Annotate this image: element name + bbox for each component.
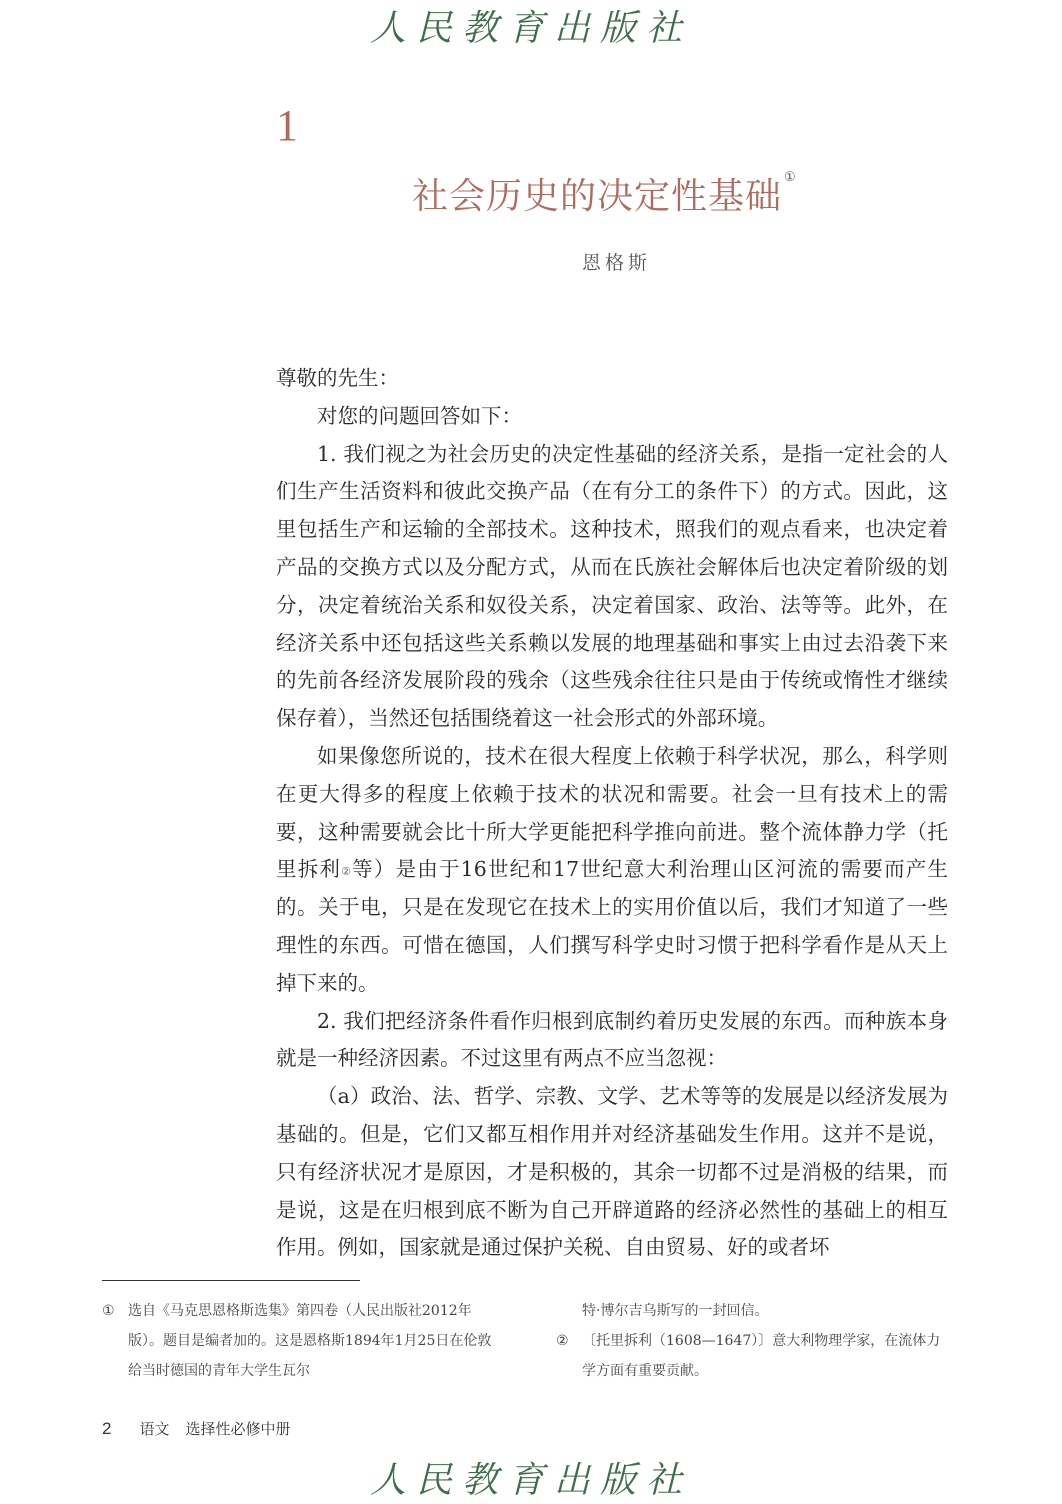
lesson-title: [412, 168, 797, 219]
emphasis: 需要: [666, 781, 711, 806]
text: 不断为自己开辟道路的经济必然性的基础上的相互作用。例如，国家就是通过保护关税、自由贸易、好的或者坏: [276, 1197, 949, 1260]
emphasis: 原因，才是积极的: [444, 1159, 613, 1184]
lesson-title-text: 社会历史的决定性基础: [412, 176, 783, 217]
author: 恩格斯: [582, 252, 652, 274]
emphasis: 全部技术: [465, 517, 550, 542]
text: （a）政治、法、哲学、宗教、文学、艺术等等的发展是以经济发展为基础的。但是，它们又都互相作用并对经济基础发生作用。这并不是说，只有经济状况才是: [276, 1084, 948, 1184]
text: 和事实上由过去沿袭下来的先前各经济发展阶段的残余（这些残余往往只是由于传统或惰性才继续保存着），当然还包括围绕着这一社会形式的外部环境。: [276, 630, 949, 731]
footnote-1-mark: ①: [102, 1303, 115, 1319]
footnote-column-left: [102, 1296, 494, 1386]
text: 1. 我们视之为社会历史的决定性基础的经济关系，是指一定社会的人们生产生活资料和彼此交换产品（在有分工的条件下）的方式。因此，这里包括生产和运输的: [276, 441, 948, 542]
text: 如果像您所说的，技术在很大程度上依赖于科学状况，那么，科学则在更大得多的程度上依赖于技术的: [276, 743, 948, 806]
text: 。这种技术，照我们的观点看来，也决定着产品的交换方式以及分配方式，从而在氏族社会解体后也决定着阶级的划分，决定着统治关系和奴役关系，决定着国家、政治、法等等。此外，在经济关系中还包括这些关系赖以发展的: [276, 517, 949, 655]
publisher-footer: 人民教育出版社: [369, 1460, 692, 1501]
lesson-number: 1: [276, 101, 298, 150]
footnote-column-right: [556, 1296, 948, 1386]
footnote-1-text: 选自《马克思恩格斯选集》第四卷（人民出版社2012年版）。题目是编者加的。这是恩格斯1894年1月25日在伦敦给当时德国的青年大学生瓦尔: [128, 1303, 492, 1379]
footnote-2-text: 〔托里拆利（1608—1647）〕意大利物理学家，在流体力学方面有重要贡献。: [582, 1333, 941, 1379]
publisher-header: 人民教育出版社: [369, 8, 692, 49]
emphasis: 归根到底: [402, 1197, 487, 1222]
paragraph-intro: 对您的问题回答如下：: [317, 403, 522, 428]
footnote-1: [102, 1296, 494, 1386]
page-footer: [102, 1418, 291, 1439]
footnote-2-mark: ②: [556, 1333, 569, 1349]
text: ，其余一切都不过是消极的结果，而是说，这是在: [276, 1159, 949, 1222]
footnote-1-continued: 特·博尔吉乌斯写的一封回信。: [582, 1303, 769, 1319]
salutation: 尊敬的先生：: [276, 366, 399, 390]
text: 和: [645, 781, 667, 806]
paragraph-4: [276, 1078, 948, 1267]
title-footnote-mark[interactable]: ①: [784, 170, 797, 185]
emphasis: 地理基础: [633, 630, 718, 655]
paragraph-3: 2. 我们把经济条件看作归根到底制约着历史发展的东西。而种族本身就是一种经济因素。不过这里有两点不应当忽视：: [276, 1008, 948, 1071]
text: 。社会一旦有技术上的需要，这种需要就会比十所大学更能把科学推向前进。整个流体静力学（托里拆利: [276, 781, 949, 882]
text: 等）是由于16世纪和17世纪意大利治理山区河流的需要而产生的。关于电，只是在发现它在技术上的实用价值以后，我们才知道了一些理性的东西。可惜在德国，人们撰写科学史时习惯于把科学看作是从天上掉下来的。: [276, 857, 949, 995]
emphasis: 状况: [601, 781, 646, 806]
paragraph-2: [276, 738, 948, 1003]
volume-name: 选择性必修中册: [185, 1420, 291, 1438]
article-body: [276, 360, 948, 1267]
book-name: 语文: [139, 1420, 170, 1438]
paragraph-1: [276, 436, 948, 738]
footnote-2: [556, 1326, 948, 1386]
page-number: 2: [102, 1419, 112, 1438]
footnote-divider: [102, 1280, 360, 1281]
footnote-mark-2[interactable]: ②: [341, 865, 353, 879]
